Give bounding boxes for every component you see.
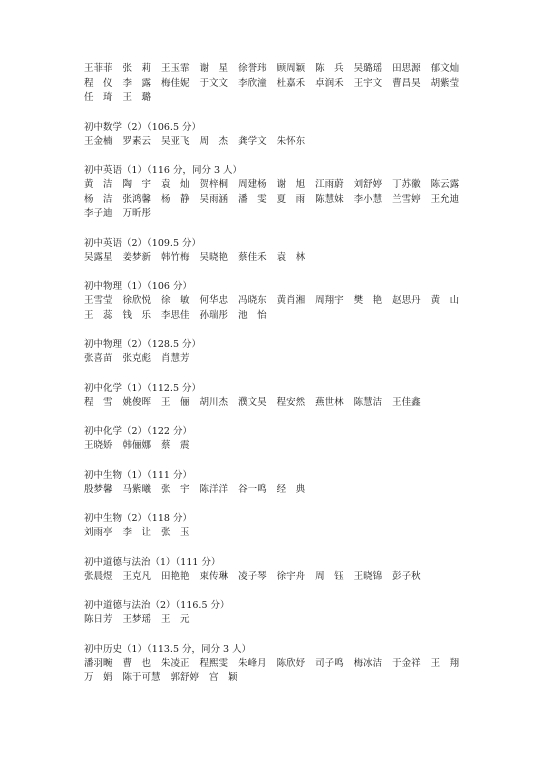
student-name: 刘舒婷 <box>353 179 383 190</box>
name-row <box>84 570 484 585</box>
student-name: 顾周颖 <box>276 63 306 74</box>
student-name: 胡川杰 <box>199 396 229 408</box>
student-name: 黄 山 <box>430 295 460 306</box>
subject-section <box>84 425 484 454</box>
name-row <box>84 483 484 498</box>
student-name: 程熙雯 <box>199 657 229 669</box>
student-name: 冯晓东 <box>238 295 267 306</box>
student-name: 姜梦新 <box>122 251 152 263</box>
name-row <box>84 251 484 266</box>
student-name: 何华忠 <box>199 295 229 306</box>
student-name: 吴璐瑶 <box>353 63 383 74</box>
student-name: 韩竹梅 <box>161 251 190 263</box>
subject-section <box>84 382 484 411</box>
section-heading: 初中数学（2）（106.5 分） <box>84 121 202 133</box>
name-row <box>84 526 484 541</box>
student-name: 陈云露 <box>430 179 460 190</box>
student-name: 卓润禾 <box>315 77 344 89</box>
student-name: 吴雨涵 <box>199 193 229 205</box>
student-name: 黄肖湘 <box>276 295 306 306</box>
name-row <box>84 91 484 106</box>
student-name: 江雨蔚 <box>315 179 344 190</box>
student-name: 殷梦馨 <box>84 483 113 495</box>
name-row <box>84 396 484 411</box>
student-name: 束传琳 <box>199 570 229 582</box>
student-name: 张 莉 <box>122 63 152 74</box>
student-name: 徐誉玮 <box>238 63 267 74</box>
student-name: 王 元 <box>161 614 190 625</box>
student-name: 程 雪 <box>84 396 113 408</box>
student-name: 王 蕊 <box>84 309 113 321</box>
student-name: 朱凌正 <box>161 657 190 669</box>
student-name: 司子鸣 <box>315 657 344 669</box>
student-name: 张鸿馨 <box>122 193 152 205</box>
student-name: 杨 静 <box>161 193 190 205</box>
section-heading: 初中道德与法治（2）（116.5 分） <box>84 600 230 611</box>
student-name: 朱峰月 <box>238 657 267 669</box>
student-name: 潘 雯 <box>238 193 267 205</box>
student-name: 赵思丹 <box>392 295 421 306</box>
student-name: 袁 林 <box>276 251 306 263</box>
name-row <box>84 439 484 454</box>
student-name: 梅冰洁 <box>353 657 383 669</box>
student-name: 王雪莹 <box>84 295 113 306</box>
subject-section <box>84 164 484 222</box>
student-name: 周 钰 <box>315 570 344 582</box>
subject-section <box>84 62 484 106</box>
subject-section <box>84 121 484 150</box>
student-name: 王允迪 <box>430 193 460 205</box>
student-name: 蔡 震 <box>161 440 190 451</box>
name-row <box>84 77 484 92</box>
student-name: 朱怀东 <box>276 135 306 147</box>
student-name: 王佳鑫 <box>392 396 421 408</box>
name-row <box>84 193 484 208</box>
student-name: 王梦瑶 <box>122 614 152 625</box>
subject-section <box>84 512 484 541</box>
student-name: 谷一鸣 <box>238 483 267 495</box>
section-heading: 初中化学（2）（122 分） <box>84 426 192 437</box>
student-name: 罗素云 <box>122 135 152 147</box>
student-name: 田艳艳 <box>161 570 190 582</box>
subject-section <box>84 556 484 585</box>
student-name: 张 宇 <box>161 483 190 495</box>
subject-section <box>84 280 484 323</box>
name-row <box>84 294 484 309</box>
student-name: 王宇文 <box>353 77 383 89</box>
student-name: 程 仪 <box>84 77 113 89</box>
student-name: 吴晓艳 <box>199 251 229 263</box>
student-name: 郭舒婷 <box>170 672 200 683</box>
student-name: 陈日芳 <box>84 614 113 625</box>
student-name: 王 翔 <box>430 657 460 669</box>
student-name: 谢 星 <box>199 63 229 74</box>
student-name: 王晓锦 <box>353 570 383 582</box>
student-name: 张晨煜 <box>84 570 113 582</box>
student-name: 于金祥 <box>392 657 421 669</box>
section-heading: 初中历史（1）（113.5 分，同分 3 人） <box>84 643 252 655</box>
section-heading: 初中英语（2）（109.5 分） <box>84 237 202 249</box>
student-name: 李欣潼 <box>238 77 267 89</box>
student-name: 李小慧 <box>353 193 383 205</box>
student-name: 张喜苗 <box>84 353 113 364</box>
student-name: 池 怡 <box>238 309 267 321</box>
student-name: 蔡佳禾 <box>238 251 267 263</box>
student-name: 经 典 <box>276 483 306 495</box>
name-row <box>84 207 484 222</box>
subject-section <box>84 237 484 266</box>
student-name: 吴亚飞 <box>161 135 190 147</box>
student-name: 樊 艳 <box>353 295 383 306</box>
subject-section <box>84 643 484 686</box>
student-name: 徐欣悦 <box>122 295 152 306</box>
student-name: 徐宇舟 <box>276 570 306 582</box>
name-row <box>84 178 484 193</box>
student-name: 王晓娇 <box>84 440 113 451</box>
student-name: 凌子琴 <box>238 570 267 582</box>
student-name: 周建杨 <box>238 179 267 190</box>
student-name: 李思佳 <box>161 309 190 321</box>
name-row <box>84 62 484 77</box>
student-name: 于文文 <box>199 77 229 89</box>
section-heading: 初中物理（2）（128.5 分） <box>84 339 202 350</box>
student-name: 张克彪 <box>122 353 152 364</box>
student-name: 万 娟 <box>84 672 113 683</box>
subject-section <box>84 599 484 628</box>
student-name: 王菲菲 <box>84 63 113 74</box>
student-name: 吴露星 <box>84 251 113 263</box>
student-name: 陈洋洋 <box>199 483 229 495</box>
section-heading: 初中生物（2）（118 分） <box>84 513 192 524</box>
student-name: 宫 颖 <box>209 672 238 683</box>
student-name: 韩俪娜 <box>122 440 152 451</box>
student-name: 张 玉 <box>161 527 190 538</box>
student-name: 杨 洁 <box>84 193 113 205</box>
student-name: 郁文灿 <box>430 63 460 74</box>
student-name: 龚学文 <box>238 135 267 147</box>
section-heading: 初中物理（1）（106 分） <box>84 281 192 292</box>
student-name: 田思源 <box>392 63 421 74</box>
name-row <box>84 309 484 324</box>
student-name: 曹昌昊 <box>392 77 421 89</box>
student-name: 万昕彤 <box>122 208 152 219</box>
student-name: 陈欣妤 <box>276 657 306 669</box>
student-name: 王金楠 <box>84 135 113 147</box>
award-list <box>84 62 484 701</box>
subject-section <box>84 338 484 367</box>
student-name: 陈于可慧 <box>122 672 161 683</box>
student-name: 谢 旭 <box>276 179 306 190</box>
student-name: 梅佳妮 <box>161 77 190 89</box>
student-name: 丁苏徽 <box>392 179 421 190</box>
student-name: 黄 洁 <box>84 179 113 190</box>
name-row <box>84 135 484 150</box>
section-heading: 初中道德与法治（1）（111 分） <box>84 556 221 568</box>
student-name: 杜嘉禾 <box>276 77 306 89</box>
student-name: 王 俪 <box>161 396 190 408</box>
student-name: 马紫曦 <box>122 483 152 495</box>
student-name: 王克凡 <box>122 570 152 582</box>
student-name: 陈 兵 <box>315 63 344 74</box>
section-heading: 初中英语（1）（116 分，同分 3 人） <box>84 165 243 176</box>
student-name: 曹 也 <box>122 657 152 669</box>
student-name: 任 琦 <box>84 92 113 103</box>
student-name: 袁 灿 <box>161 179 190 190</box>
student-name: 贺梓桐 <box>199 179 229 190</box>
student-name: 胡紫莹 <box>430 77 460 89</box>
student-name: 肖慧芳 <box>161 353 190 364</box>
student-name: 徐 敏 <box>161 295 190 306</box>
student-name: 姚俊晖 <box>122 396 152 408</box>
section-heading: 初中生物（1）（111 分） <box>84 469 192 481</box>
student-name: 兰雪婷 <box>392 193 421 205</box>
student-name: 夏 雨 <box>276 193 306 205</box>
student-name: 潘羽畹 <box>84 657 113 669</box>
student-name: 陈慧洁 <box>353 396 383 408</box>
student-name: 王玉霏 <box>161 63 190 74</box>
student-name: 李 露 <box>122 77 152 89</box>
name-row <box>84 613 484 628</box>
student-name: 李 让 <box>122 527 152 538</box>
student-name: 陶 宇 <box>122 179 152 190</box>
student-name: 钱 乐 <box>122 309 152 321</box>
student-name: 孙瑞彤 <box>199 309 229 321</box>
student-name: 李子迪 <box>84 208 113 219</box>
student-name: 刘雨亭 <box>84 527 113 538</box>
section-heading: 初中化学（1）（112.5 分） <box>84 382 202 394</box>
student-name: 程安然 <box>276 396 306 408</box>
student-name: 陈慧妹 <box>315 193 344 205</box>
name-row <box>84 671 484 686</box>
student-name: 濮文昊 <box>238 396 267 408</box>
student-name: 王 璐 <box>122 92 152 103</box>
student-name: 燕世林 <box>315 396 344 408</box>
student-name: 彭子秋 <box>392 570 421 582</box>
student-name: 周 杰 <box>199 135 229 147</box>
student-name: 周翔宇 <box>315 295 344 306</box>
name-row <box>84 657 484 672</box>
subject-section <box>84 469 484 498</box>
name-row <box>84 352 484 367</box>
